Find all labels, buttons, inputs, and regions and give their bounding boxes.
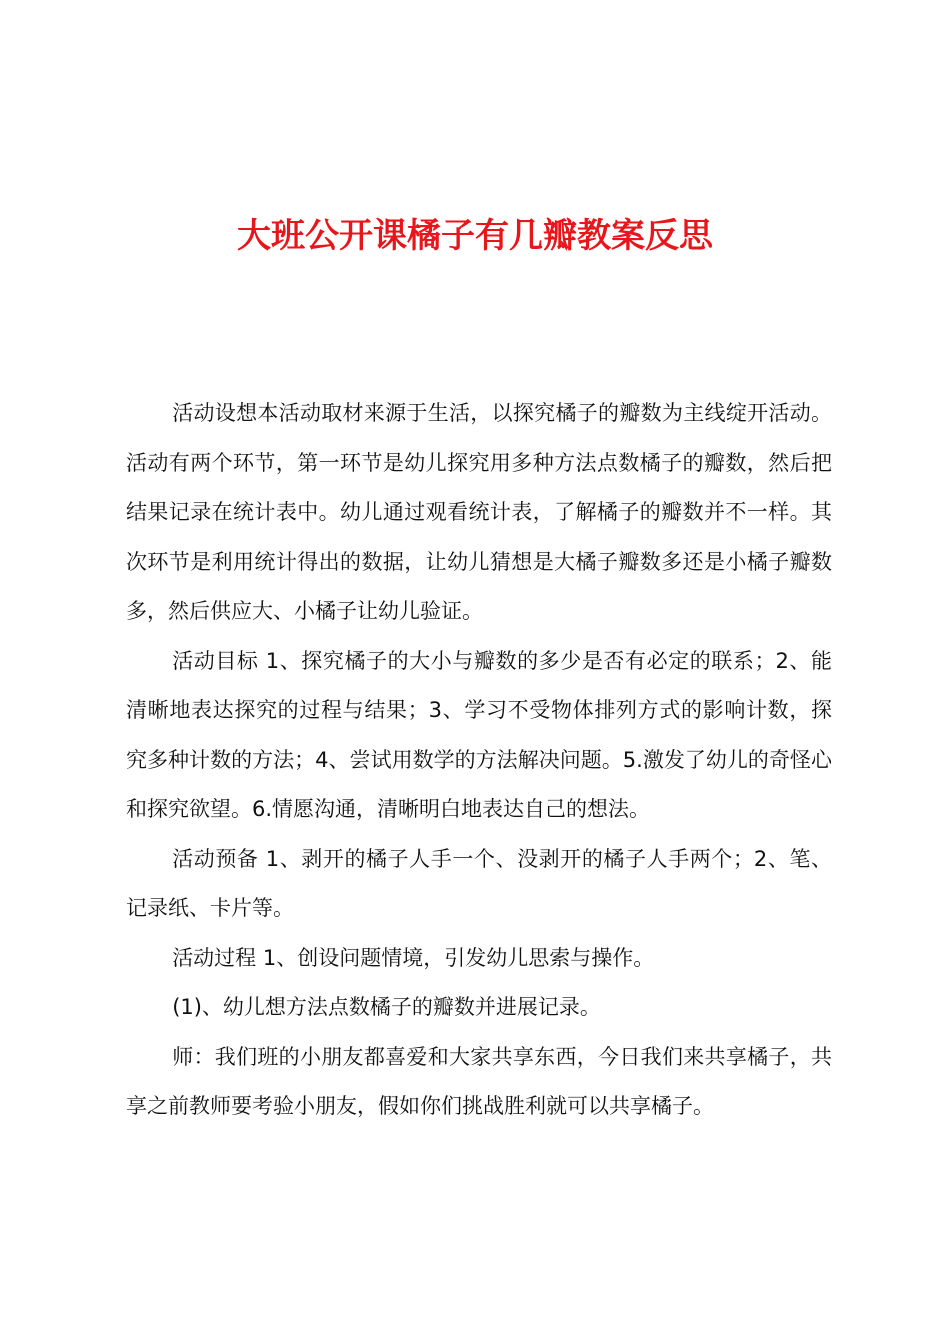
paragraph-activity-preparation: 活动预备 1、剥开的橘子人手一个、没剥开的橘子人手两个；2、笔、记录纸、卡片等。 <box>126 846 832 920</box>
document-title: 大班公开课橘子有几瓣教案反思 <box>237 216 713 256</box>
paragraph-step-1: (1)、幼儿想方法点数橘子的瓣数并进展记录。 <box>172 995 601 1019</box>
paragraph-activity-goals: 活动目标 1、探究橘子的大小与瓣数的多少是否有必定的联系；2、能清晰地表达探究的过程与结果；3、学习不受物体排列方式的影响计数，探究多种计数的方法；4、尝试用数学的方法解决问题。5.激发了幼儿的奇怪心和探究欲望。6.情愿沟通，清晰明白地表达自己的想法。 <box>126 648 832 821</box>
paragraph-activity-process: 活动过程 1、创设问题情境，引发幼儿思索与操作。 <box>172 945 655 970</box>
paragraph-teacher-dialogue: 师：我们班的小朋友都喜爱和大家共享东西，今日我们来共享橘子，共享之前教师要考验小朋友，假如你们挑战胜利就可以共享橘子。 <box>126 1044 832 1118</box>
paragraph-activity-idea: 活动设想本活动取材来源于生活，以探究橘子的瓣数为主线绽开活动。活动有两个环节，第一环节是幼儿探究用多种方法点数橘子的瓣数，然后把结果记录在统计表中。幼儿通过观看统计表，了解橘子的瓣数并不一样。其次环节是利用统计得出的数据，让幼儿猜想是大橘子瓣数多还是小橘子瓣数多，然后供应大、小橘子让幼儿验证。 <box>126 401 832 623</box>
document-body <box>126 389 832 1132</box>
